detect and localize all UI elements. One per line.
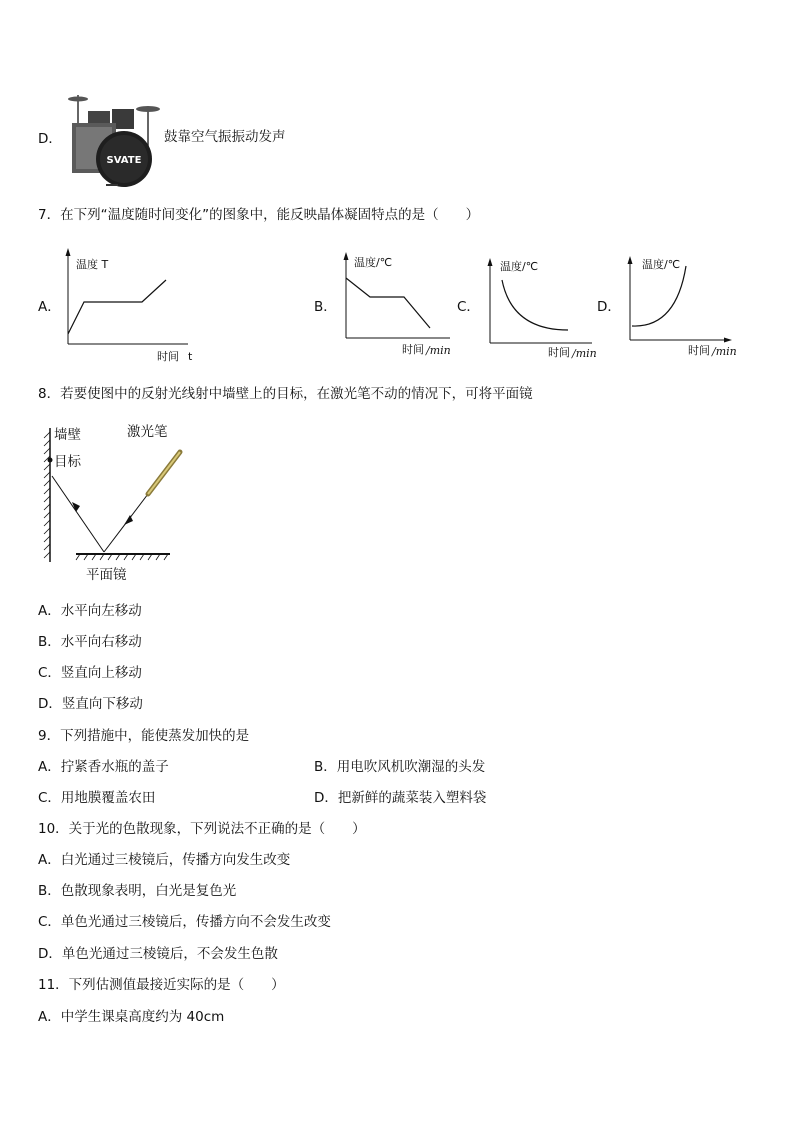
q7-graph-b-letter: B． [314,299,337,315]
q8-label-mirror: 平面镜 [86,567,127,583]
q7-graph-a-xunit: t [188,350,193,363]
q6-option-d-letter: D． [38,131,62,147]
q8-option-c: C．竖直向上移动 [38,665,142,681]
q7-graph-d-xlabel: 时间 [688,344,710,357]
q9-option-c: C．用地膜覆盖农田 [38,790,156,806]
q9-stem: 9．下列措施中，能使蒸发加快的是 [38,728,250,744]
q8-option-d: D．竖直向下移动 [38,696,143,712]
drum-image [66,93,162,189]
laser-pen [148,452,180,494]
q7-graph-b-xlabel: 时间 [402,343,424,356]
q7-graph-c-xunit: /min [572,347,597,360]
q11-stem: 11．下列估测值最接近实际的是（ ） [38,977,285,993]
q7-graph-d-ylabel: 温度/℃ [642,258,681,271]
q6-option-d-text: 鼓靠空气振振动发声 [164,129,286,145]
q10-option-d: D．单色光通过三棱镜后，不会发生色散 [38,946,278,962]
q7-graph-a-xlabel: 时间 [157,350,179,363]
q7-graph-c-letter: C． [457,299,480,315]
q8-diagram [38,424,198,584]
q7-graph-a-letter: A． [38,299,61,315]
q10-option-a: A．白光通过三棱镜后，传播方向发生改变 [38,852,291,868]
q9-option-d: D．把新鲜的蔬菜装入塑料袋 [314,790,487,806]
q8-option-a: A．水平向左移动 [38,603,142,619]
q10-option-c: C．单色光通过三棱镜后，传播方向不会发生改变 [38,914,331,930]
q7-graph-b-curve [346,278,430,328]
q8-option-b: B．水平向右移动 [38,634,142,650]
q8-label-target: 目标 [54,454,81,470]
q7-graph-a-ylabel: 温度 T [76,258,109,271]
q8-label-wall: 墙壁 [54,427,81,443]
q7-graph-c-ylabel: 温度/℃ [500,260,539,273]
q11-option-a: A．中学生课桌高度约为 40cm [38,1009,225,1025]
q7-graph-a-curve [68,280,166,334]
q7-graph-c-curve [502,280,568,330]
q10-option-b: B．色散现象表明，白光是复色光 [38,883,237,899]
q9-option-a: A．拧紧香水瓶的盖子 [38,759,169,775]
q7-graph-d-curve [632,266,686,326]
target-dot [48,458,53,463]
q9-option-b: B．用电吹风机吹潮湿的头发 [314,759,486,775]
q7-stem: 7．在下列“温度随时间变化”的图象中，能反映晶体凝固特点的是（ ） [38,207,480,223]
q7-graph-c [480,256,600,346]
q7-graph-d-letter: D． [597,299,621,315]
q7-graph-d-xunit: /min [712,345,737,358]
q10-stem: 10．关于光的色散现象，下列说法不正确的是（ ） [38,821,366,837]
q8-label-laser: 激光笔 [127,424,168,440]
q7-graph-b-xunit: /min [426,344,451,357]
q7-graph-b-ylabel: 温度/℃ [354,256,393,269]
q8-stem: 8．若要使图中的反射光线射中墙壁上的目标，在激光笔不动的情况下，可将平面镜 [38,386,533,402]
reflected-ray [52,476,104,552]
q7-graph-c-xlabel: 时间 [548,346,570,359]
drum-logo-text: SVATE [106,155,142,166]
